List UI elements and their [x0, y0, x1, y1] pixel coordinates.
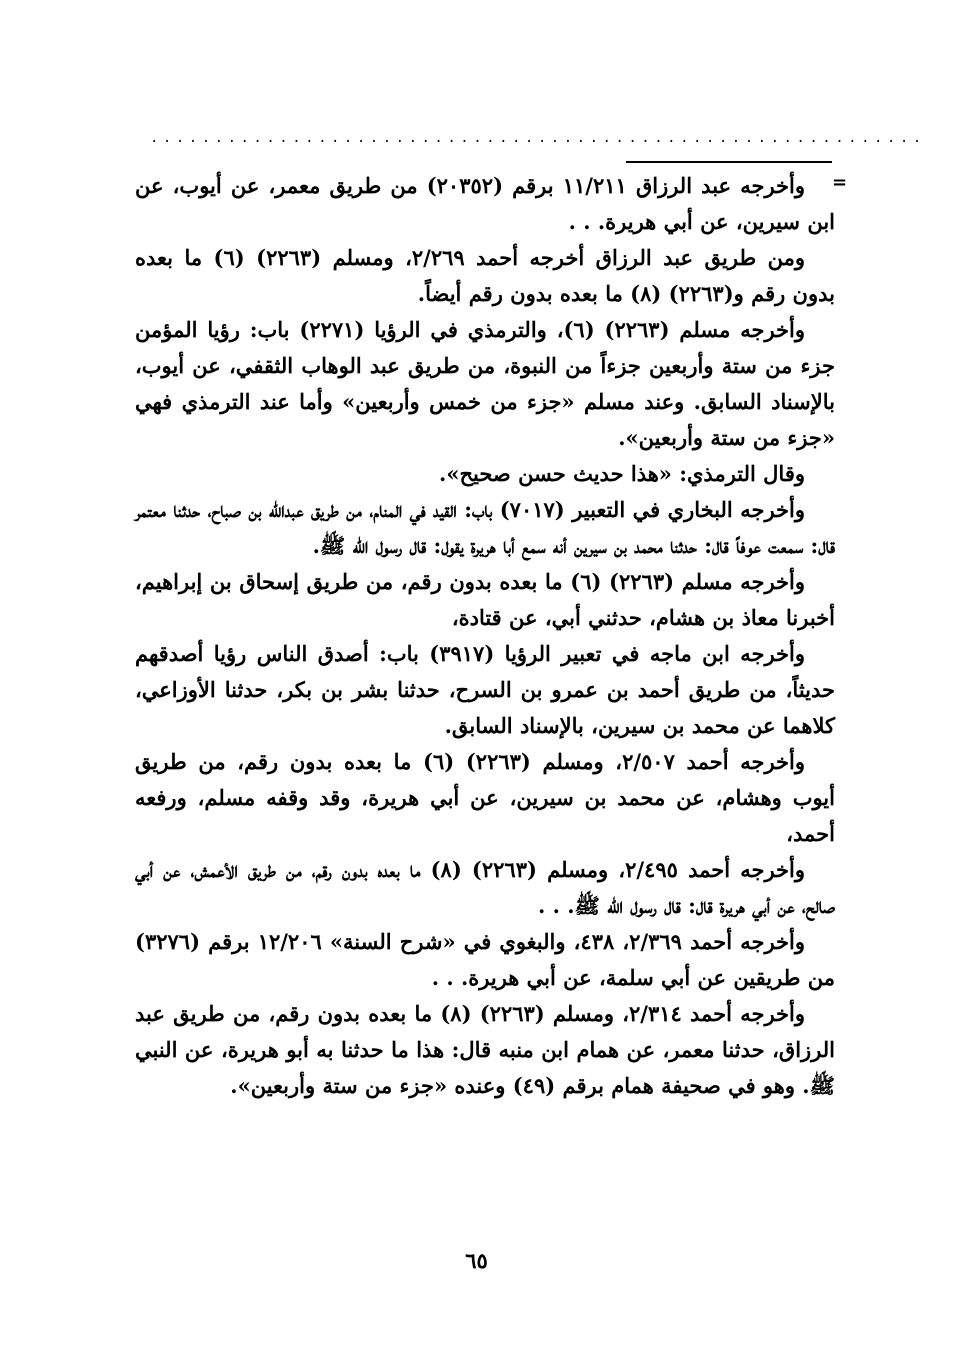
paragraph: وأخرجه ابن ماجه في تعبير الرؤيا (٣٩١٧) باب: أصدق الناس رؤيا أصدقهم حديثاً، من طريق أحمد بن عمرو بن السرح، حدثنا بشر بن بكر، حدثنا الأوزاعي، كلاهما عن محمد بن سيرين، بالإسناد السابق. [135, 641, 835, 738]
separator-dots: ............................................................ [150, 130, 926, 146]
paragraph: وقال الترمذي: «هذا حديث حسن صحيح». [439, 461, 805, 486]
footnote-rule [626, 161, 832, 163]
footnote-text [135, 168, 835, 1243]
paragraph: وأخرجه أحمد ٢/٣٦٩، ٤٣٨، والبغوي في «شرح السنة» ١٢/٢٠٦ برقم (٣٢٧٦) من طريقين عن أبي سلمة، عن أبي هريرة. . . [135, 929, 835, 990]
paragraph: ومن طريق عبد الرزاق أخرجه أحمد ٢/٢٦٩، ومسلم (٢٢٦٣) (٦) ما بعده بدون رقم و(٢٢٦٣) (٨) ما بعده بدون رقم أيضاً. [135, 245, 835, 306]
paragraph: وأخرجه البخاري في التعبير (٧٠١٧) باب: القيد في المنام، من طريق عبدالله بن صباح، حدثنا معتمر قال: سمعت عوفاً قال: حدثنا محمد بن سيرين أنه سمع أبا هريرة يقول: قال رسول الله ﷺ. [135, 497, 835, 558]
paragraph: وأخرجه مسلم (٢٢٦٣) (٦) ما بعده بدون رقم، من طريق إسحاق بن إبراهيم، أخبرنا معاذ بن هشام، حدثني أبي، عن قتادة، [135, 569, 835, 630]
continuation-mark: = [832, 172, 848, 193]
paragraph: وأخرجه أحمد ٢/٥٠٧، ومسلم (٢٢٦٣) (٦) ما بعده بدون رقم، من طريق أيوب وهشام، عن محمد بن سيرين، عن أبي هريرة، وقد وقفه مسلم، ورفعه أحمد، [135, 749, 835, 846]
paragraph: وأخرجه أحمد ٢/٤٩٥، ومسلم (٢٢٦٣) (٨) ما بعده بدون رقم، من طريق الأعمش، عن أبي صالح، عن أبي هريرة قال: قال رسول الله ﷺ. . . [135, 857, 835, 918]
paragraph: وأخرجه أحمد ٢/٣١٤، ومسلم (٢٢٦٣) (٨) ما بعده بدون رقم، من طريق عبد الرزاق، حدثنا معمر، عن همام ابن منبه قال: هذا ما حدثنا به أبو هريرة، عن النبي ﷺ. وهو في صحيفة همام برقم (٤٩) وعنده «جزء من ستة وأربعين». [135, 1001, 835, 1098]
paragraph: وأخرجه عبد الرزاق ١١/٢١١ برقم (٢٠٣٥٢) من طريق معمر، عن أيوب، عن ابن سيرين، عن أبي هريرة. . . [135, 173, 835, 234]
page-number: ٦٥ [465, 1248, 488, 1273]
paragraph: وأخرجه مسلم (٢٢٦٣) (٦)، والترمذي في الرؤيا (٢٢٧١) باب: رؤيا المؤمن جزء من ستة وأربعين جزءاً من النبوة، من طريق عبد الوهاب الثقفي، عن أيوب، بالإسناد السابق. وعند مسلم «جزء من خمس وأربعين» وأما عند الترمذي فهي «جزء من ستة وأربعين». [135, 317, 835, 450]
